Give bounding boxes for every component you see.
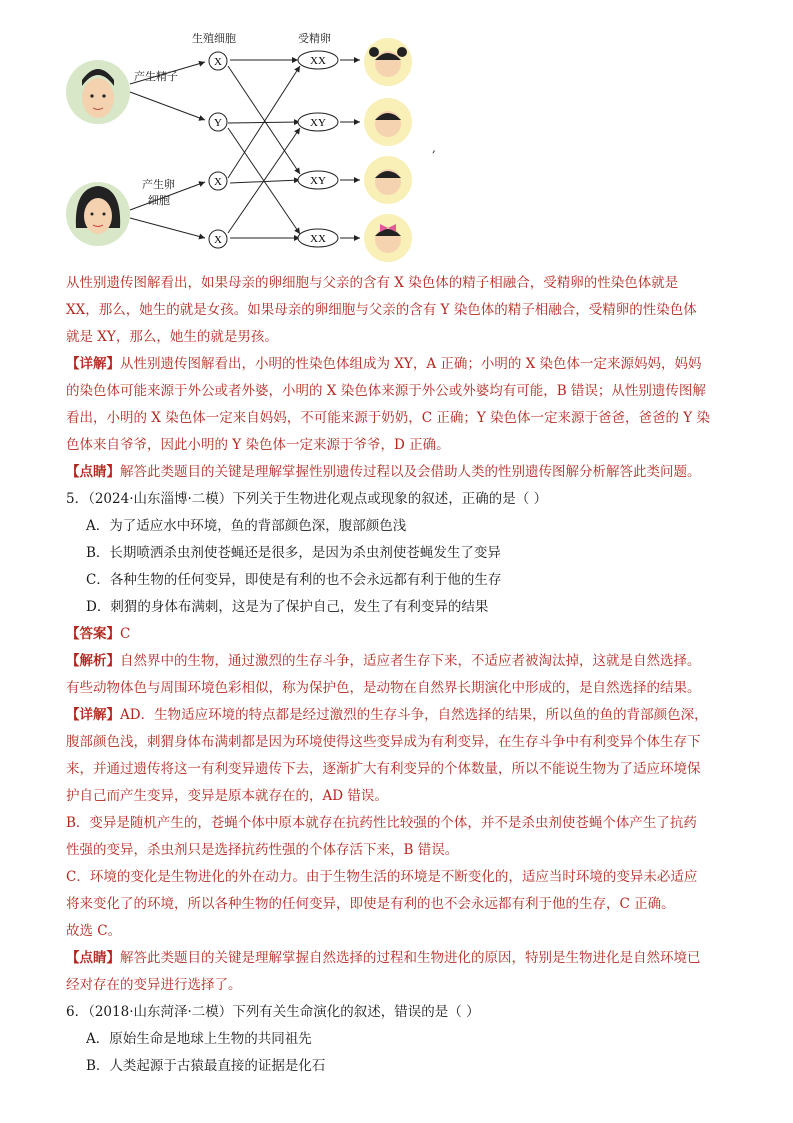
germ-cell-1 [209,52,227,70]
zygote-3 [298,171,338,189]
mother-label-2: 细胞 [148,195,170,207]
explain-line-3: 就是 XY，那么，她生的就是男孩。 [66,329,278,345]
col-zygote-heading: 受精卵 [298,33,331,45]
q5-stem: 5．（2024·山东淄博·二模）下列关于生物进化观点或现象的叙述，正确的是（ ） [66,491,548,507]
svg-text:X: X [214,234,222,246]
child-girl-2 [364,214,412,262]
col-germ-heading: 生殖细胞 [192,33,236,45]
mother-label-1: 产生卵 [142,179,175,191]
q5-b-line-1: B．变异是随机产生的，苍蝇个体中原本就存在抗药性比较强的个体，并不是杀虫剂使苍蝇个体产生了抗药 [66,815,697,831]
svg-text:XY: XY [310,175,326,187]
tip-tag: 【点睛】 [66,464,120,480]
q6-stem: 6．（2018·山东菏泽·二模）下列有关生命演化的叙述，错误的是（ ） [66,1004,480,1020]
answer-text [66,270,746,1080]
mother-portrait [66,182,130,246]
germ-cell-2 [209,113,227,131]
detail4-line-2: 的染色体可能来源于外公或者外婆，小明的 X 染色体来源于外公或外婆均有可能，B 错误；从性别遗传图解 [66,383,706,399]
svg-text:XY: XY [310,117,326,129]
svg-text:X: X [214,56,222,68]
q5-answer: 【答案】C [66,626,131,642]
svg-text:Y: Y [214,117,222,129]
father-label: 产生精子 [134,71,178,83]
q5-c-line-2: 将来变化了的环境，所以各种生物的任何变异，即使是有利的也不会永远都有利于他的生存，C 正确。 [66,896,675,912]
q6-option-b: B．人类起源于古猿最直接的证据是化石 [86,1058,326,1074]
q5-analysis-line-2: 有些动物体色与周围环境色彩相似，称为保护色，是动物在自然界长期演化中形成的，是自然选择的结果。 [66,680,701,696]
q5-b-line-2: 性强的变异，杀虫剂只是选择抗药性强的个体存活下来，B 错误。 [66,842,459,858]
detail4-line-4: 色体来自爷爷，因此小明的 Y 染色体一定来源于爷爷，D 正确。 [66,437,450,453]
child-girl-1 [364,38,412,86]
q5-tip-line-1: 【点睛】解答此类题目的关键是理解掌握自然选择的过程和生物进化的原因，特别是生物进化是自然环境已 [66,950,701,966]
q5-option-c: C．各种生物的任何变异，即使是有利的也不会永远都有利于他的生存 [86,572,502,588]
germ-cell-3 [209,172,227,190]
q5-choose: 故选 C。 [66,923,122,939]
detail4-line-3: 看出，小明的 X 染色体一定来自妈妈，不可能来源于奶奶，C 正确；Y 染色体一定来源于爸爸，爸爸的 Y 染 [66,410,711,426]
q5-detail-line-3: 来，并通过遗传将这一有利变异遗传下去，逐渐扩大有利变异的个体数量，所以不能说生物为了适应环境保 [66,761,701,777]
trailing-comma: , [432,141,436,155]
child-boy-1 [364,98,412,146]
svg-text:XX: XX [310,55,326,67]
svg-text:XX: XX [310,233,326,245]
father-portrait [66,60,130,124]
zygote-4 [298,229,338,247]
child-boy-2 [364,156,412,204]
q5-tip-line-2: 经对存在的变异进行选择了。 [66,977,242,993]
explain-line-1: 从性别遗传图解看出，如果母亲的卵细胞与父亲的含有 X 染色体的精子相融合，受精卵的性染色体就是 [66,275,679,291]
q6-option-a: A．原始生命是地球上生物的共同祖先 [86,1031,312,1047]
q5-option-d: D．刺猬的身体布满刺，这是为了保护自己，发生了有利变异的结果 [86,599,489,615]
q5-analysis-line-1: 【解析】自然界中的生物，通过激烈的生存斗争，适应者生存下来，不适应者被淘汰掉，这就是自然选择。 [66,653,701,669]
zygote-1 [298,51,338,69]
germ-cell-4 [209,230,227,248]
detail4-line-1: 【详解】从性别遗传图解看出，小明的性染色体组成为 XY，A 正确；小明的 X 染色体一定来源妈妈，妈妈 [66,356,702,372]
tip4-line: 【点睛】解答此类题目的关键是理解掌握性别遗传过程以及会借助人类的性别遗传图解分析解答此类问题。 [66,464,701,480]
q5-detail-line-2: 腹部颜色浅，刺猬身体布满刺都是因为环境使得这些变异成为有利变异，在生存斗争中有利变异个体生存下 [66,734,701,750]
q5-c-line-1: C．环境的变化是生物进化的外在动力。由于生物生活的环境是不断变化的，适应当时环境的变异未必适应 [66,869,698,885]
q5-detail-line-4: 护自己而产生变异，变异是原本就存在的，AD 错误。 [66,788,388,804]
zygote-2 [298,113,338,131]
q5-detail-line-1: 【详解】AD．生物适应环境的特点都是经过激烈的生存斗争，自然选择的结果，所以鱼的鱼的背部颜色深， [66,707,708,723]
q5-option-a: A．为了适应水中环境，鱼的背部颜色深，腹部颜色浅 [86,518,407,534]
sex-inheritance-diagram [60,28,460,263]
svg-text:X: X [214,176,222,188]
explain-line-2: XX，那么，她生的就是女孩。如果母亲的卵细胞与父亲的含有 Y 染色体的精子相融合，受精卵的性染色体 [66,302,697,318]
q5-option-b: B．长期喷洒杀虫剂使苍蝇还是很多，是因为杀虫剂使苍蝇发生了变异 [86,545,501,561]
detail-tag: 【详解】 [66,356,120,372]
